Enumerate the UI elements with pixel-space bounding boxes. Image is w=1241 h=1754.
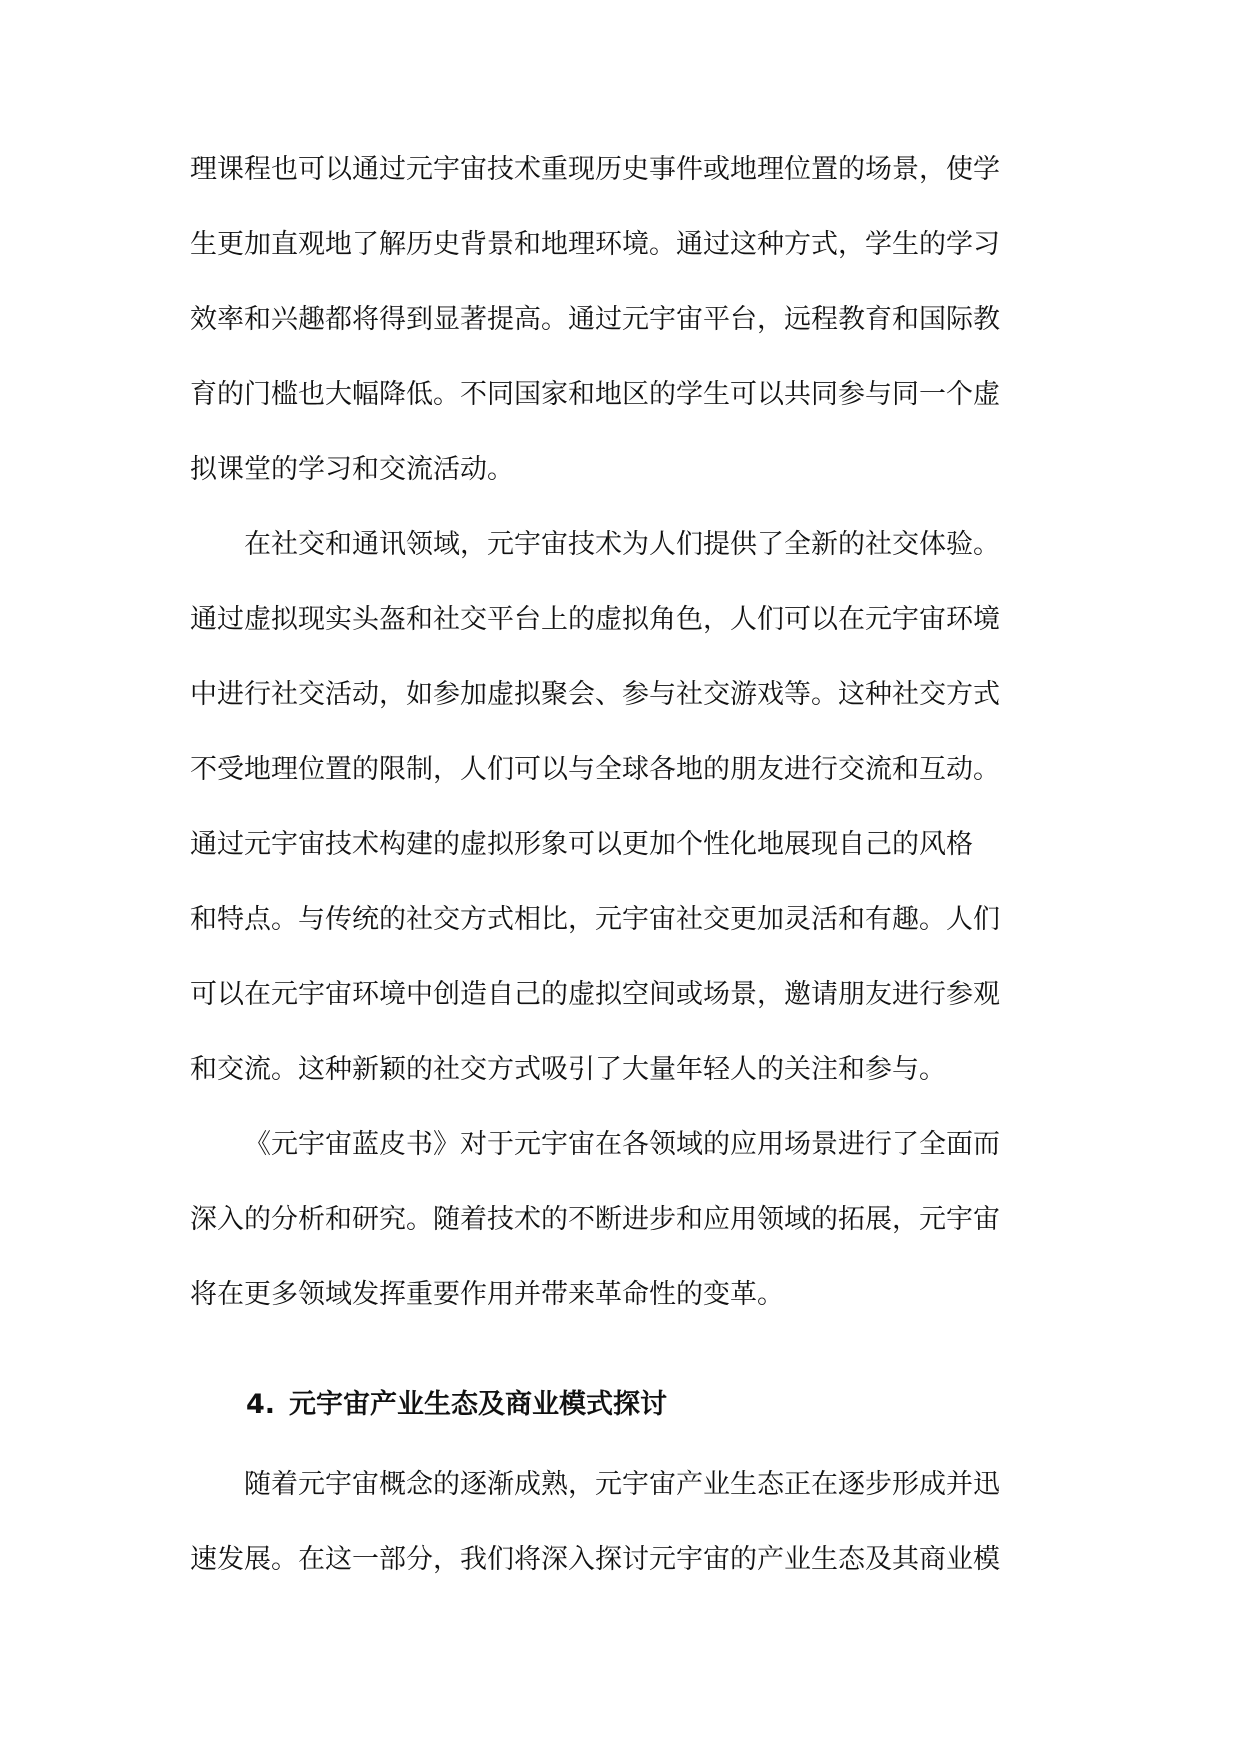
paragraph-2-line-8: 和交流。这种新颖的社交方式吸引了大量年轻人的关注和参与。 [190,1054,946,1085]
paragraph-1-line-4: 育的门槛也大幅降低。不同国家和地区的学生可以共同参与同一个虚 [190,379,1000,410]
paragraph-4-line-2: 速发展。在这一部分，我们将深入探讨元宇宙的产业生态及其商业模 [190,1544,1000,1575]
paragraph-2-line-4: 不受地理位置的限制，人们可以与全球各地的朋友进行交流和互动。 [190,754,1000,785]
paragraph-1-line-2: 生更加直观地了解历史背景和地理环境。通过这种方式，学生的学习 [190,229,1000,260]
section-heading [246,1385,1066,1425]
paragraph-2-line-7: 可以在元宇宙环境中创造自己的虚拟空间或场景，邀请朋友进行参观 [190,979,1000,1010]
paragraph-2-line-2: 通过虚拟现实头盔和社交平台上的虚拟角色，人们可以在元宇宙环境 [190,604,1000,635]
paragraph-1-line-5: 拟课堂的学习和交流活动。 [190,454,514,485]
paragraph-2-line-5: 通过元宇宙技术构建的虚拟形象可以更加个性化地展现自己的风格 [190,829,973,860]
paragraph-3-line-3: 将在更多领域发挥重要作用并带来革命性的变革。 [190,1279,784,1310]
paragraph-1-line-1: 理课程也可以通过元宇宙技术重现历史事件或地理位置的场景，使学 [190,154,1000,185]
paragraph-2-line-1: 在社交和通讯领域，元宇宙技术为人们提供了全新的社交体验。 [244,529,1000,560]
paragraph-4-line-1: 随着元宇宙概念的逐渐成熟，元宇宙产业生态正在逐步形成并迅 [244,1469,1000,1500]
paragraph-2-line-6: 和特点。与传统的社交方式相比，元宇宙社交更加灵活和有趣。人们 [190,904,1000,935]
paragraph-3-line-2: 深入的分析和研究。随着技术的不断进步和应用领域的拓展，元宇宙 [190,1204,1000,1235]
paragraph-1-line-3: 效率和兴趣都将得到显著提高。通过元宇宙平台，远程教育和国际教 [190,304,1000,335]
paragraph-3-line-1: 《元宇宙蓝皮书》对于元宇宙在各领域的应用场景进行了全面而 [244,1129,1000,1160]
section-title: 元宇宙产业生态及商业模式探讨 [289,1389,668,1420]
paragraph-2-line-3: 中进行社交活动，如参加虚拟聚会、参与社交游戏等。这种社交方式 [190,679,1000,710]
section-number: 4. [246,1389,276,1420]
